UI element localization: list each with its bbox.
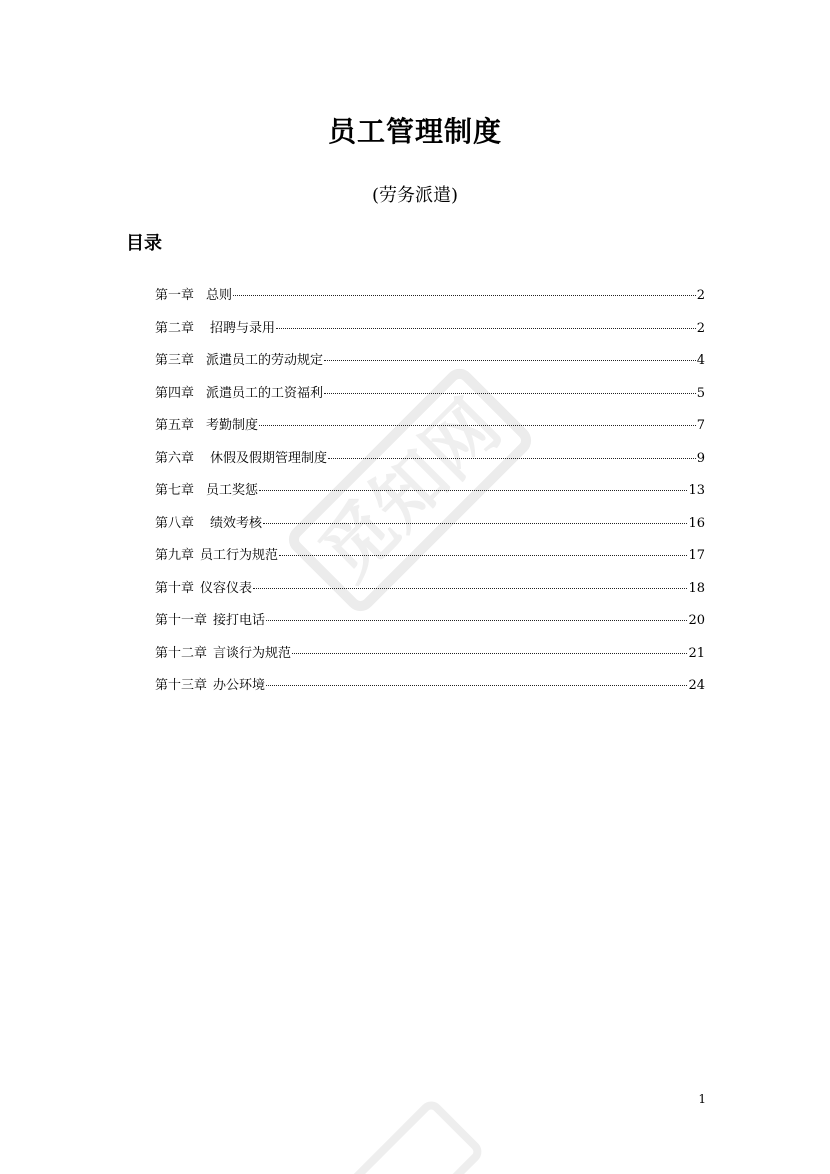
toc-entry[interactable] xyxy=(155,545,705,578)
table-of-contents xyxy=(155,285,705,708)
toc-dot-leader xyxy=(263,522,687,524)
toc-page-number: 9 xyxy=(696,450,705,466)
toc-chapter-title: 绩效考核 xyxy=(210,515,263,531)
toc-chapter-title: 总则 xyxy=(206,288,233,303)
toc-entry[interactable] xyxy=(155,675,705,708)
toc-chapter-title: 办公环境 xyxy=(213,678,266,693)
toc-entry[interactable] xyxy=(155,513,705,546)
toc-page-number: 17 xyxy=(688,548,705,563)
toc-page-number: 18 xyxy=(688,580,705,596)
toc-entry[interactable] xyxy=(155,350,705,383)
toc-dot-leader xyxy=(233,294,696,296)
toc-chapter-number: 第九章 xyxy=(155,548,195,563)
toc-dot-leader xyxy=(253,587,687,589)
toc-entry[interactable] xyxy=(155,578,705,611)
toc-chapter-title: 员工行为规范 xyxy=(200,548,279,563)
watermark-text: 觅知网 xyxy=(303,383,517,597)
toc-chapter-title: 休假及假期管理制度 xyxy=(210,450,328,466)
toc-dot-leader xyxy=(324,359,696,361)
toc-chapter-number: 第七章 xyxy=(155,483,195,498)
toc-entry[interactable] xyxy=(155,643,705,676)
document-title: 员工管理制度 xyxy=(327,115,502,148)
toc-chapter-number: 第六章 xyxy=(155,450,195,466)
toc-chapter-title: 员工奖惩 xyxy=(206,483,259,498)
toc-chapter-number: 第十三章 xyxy=(155,678,208,693)
toc-dot-leader xyxy=(292,652,687,654)
toc-entry[interactable] xyxy=(155,383,705,416)
toc-chapter-title: 言谈行为规范 xyxy=(213,645,292,661)
toc-page-number: 24 xyxy=(688,678,705,693)
toc-dot-leader xyxy=(259,489,687,491)
toc-page-number: 20 xyxy=(688,613,705,628)
toc-entry[interactable] xyxy=(155,480,705,513)
toc-entry[interactable] xyxy=(155,318,705,351)
toc-chapter-number: 第三章 xyxy=(155,353,195,368)
toc-chapter-number: 第二章 xyxy=(155,320,195,336)
toc-chapter-number: 第五章 xyxy=(155,418,195,433)
toc-dot-leader xyxy=(279,554,687,556)
toc-entry[interactable] xyxy=(155,285,705,318)
toc-page-number: 5 xyxy=(696,385,705,401)
toc-entry[interactable] xyxy=(155,448,705,481)
toc-chapter-title: 接打电话 xyxy=(213,613,266,628)
toc-page-number: 13 xyxy=(688,483,705,498)
watermark-logo-bottom xyxy=(330,1080,490,1174)
toc-chapter-number: 第十一章 xyxy=(155,613,208,628)
toc-page-number: 2 xyxy=(696,288,705,303)
toc-dot-leader xyxy=(276,327,696,329)
toc-chapter-number: 第一章 xyxy=(155,288,195,303)
toc-chapter-number: 第四章 xyxy=(155,385,195,401)
toc-page-number: 7 xyxy=(696,418,705,433)
toc-chapter-title: 仪容仪表 xyxy=(200,580,253,596)
toc-entry[interactable] xyxy=(155,610,705,643)
toc-chapter-number: 第十章 xyxy=(155,580,195,596)
toc-page-number: 4 xyxy=(696,353,705,368)
toc-page-number: 16 xyxy=(688,515,705,531)
toc-page-number: 21 xyxy=(688,645,705,661)
page-number: 1 xyxy=(698,1092,706,1106)
toc-dot-leader xyxy=(328,457,696,459)
toc-chapter-title: 派遣员工的劳动规定 xyxy=(206,353,324,368)
toc-dot-leader xyxy=(259,424,696,426)
document-subtitle: (劳务派遣) xyxy=(371,185,459,206)
toc-dot-leader xyxy=(266,684,687,686)
toc-chapter-title: 考勤制度 xyxy=(206,418,259,433)
toc-chapter-number: 第八章 xyxy=(155,515,195,531)
toc-chapter-title: 招聘与录用 xyxy=(210,320,276,336)
toc-entry[interactable] xyxy=(155,415,705,448)
toc-dot-leader xyxy=(266,619,687,621)
toc-page-number: 2 xyxy=(696,320,705,336)
toc-heading: 目录 xyxy=(126,233,162,254)
toc-chapter-number: 第十二章 xyxy=(155,645,208,661)
toc-chapter-title: 派遣员工的工资福利 xyxy=(206,385,324,401)
toc-dot-leader xyxy=(324,392,696,394)
